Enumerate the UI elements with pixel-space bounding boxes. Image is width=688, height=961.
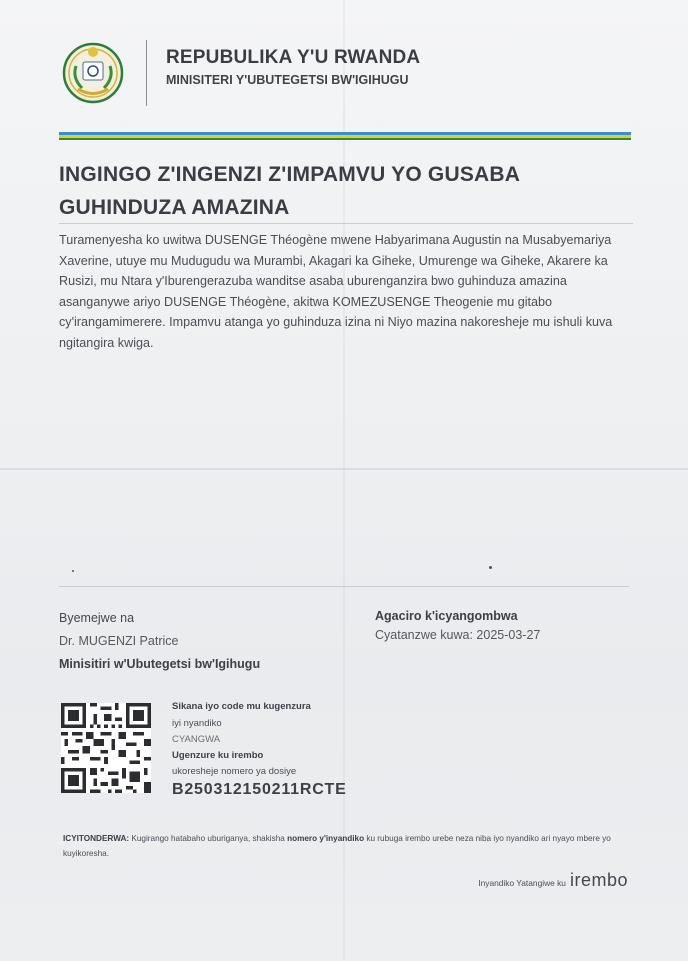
- signer-role: Minisitiri w'Ubutegetsi bw'Igihugu: [59, 657, 261, 671]
- signer-name: Dr. MUGENZI Patrice: [59, 634, 179, 648]
- approved-by-label: Byemejwe na: [59, 611, 135, 625]
- document-body: Turamenyesha ko uwitwa DUSENGE Théogène mwene Habyarimana Augustin na Musabyemariya Xaverine, utuye mu Mudugudu wa Murambi, Akagari ka Giheke, Umurenge wa Giheke, Akarere ka Rusizi, mu Ntara y'Iburengerazuba wanditse asaba uburenganzira bwo guhinduza amazina asanganywe ariyo DUSENGE Théogène, akitwa KOMEZUSENGE Theogenie mu gitabo cy'irangamimerere. Impamvu atanga yo guhinduza izina ni Niyo mazina nakoresheje mu ishuli kuva ngitangira kwiga.: [59, 233, 613, 350]
- document-label: iyi nyandiko: [172, 718, 222, 729]
- coat-of-arms-icon: [62, 42, 124, 104]
- flag-green-stripe: [59, 138, 631, 140]
- or-label: CYANGWA: [172, 734, 221, 745]
- validity-label: Agaciro k'icyangombwa: [375, 609, 518, 623]
- signature-divider: [59, 586, 629, 587]
- paper-speck: [489, 566, 492, 569]
- republic-title: REPUBULIKA Y'U RWANDA: [166, 47, 421, 68]
- fold-line: [343, 0, 345, 961]
- header-divider: [146, 40, 147, 106]
- paper-speck: [72, 570, 74, 572]
- title-divider: [59, 223, 633, 224]
- irembo-logo: irembo: [569, 870, 628, 890]
- ministry-title: MINISITERI Y'UBUTEGETSI BW'IGIHUGU: [166, 73, 409, 87]
- note-label: ICYITONDERWA:: [63, 834, 130, 843]
- file-number: B250312150211RCTE: [172, 781, 347, 798]
- scan-instruction: Sikana iyo code mu kugenzura: [172, 701, 311, 712]
- document-title: INGINGO Z'INGENZI Z'IMPAMVU YO GUSABA GUHINDUZA AMAZINA: [59, 163, 520, 219]
- flag-color-bar: [59, 132, 631, 140]
- qr-code: [61, 703, 151, 793]
- note-emphasis: nomero y'inyandiko: [287, 834, 365, 843]
- note-text-after: ku rubuga irembo urebe neza niba iyo nyandiko ari nyayo mbere yo kuyikoresha.: [63, 834, 611, 858]
- warning-note: [63, 831, 628, 861]
- footer-text: Inyandiko Yatangiwe ku: [478, 878, 566, 888]
- file-number-hint: ukoresheje nomero ya dosiye: [172, 766, 297, 777]
- note-text-before: Kugirango hatabaho uburiganya, shakisha: [129, 834, 288, 843]
- verify-on-irembo: Ugenzure ku irembo: [172, 750, 264, 761]
- footer: [478, 870, 628, 891]
- issue-date: Cyatanzwe kuwa: 2025-03-27: [375, 628, 541, 642]
